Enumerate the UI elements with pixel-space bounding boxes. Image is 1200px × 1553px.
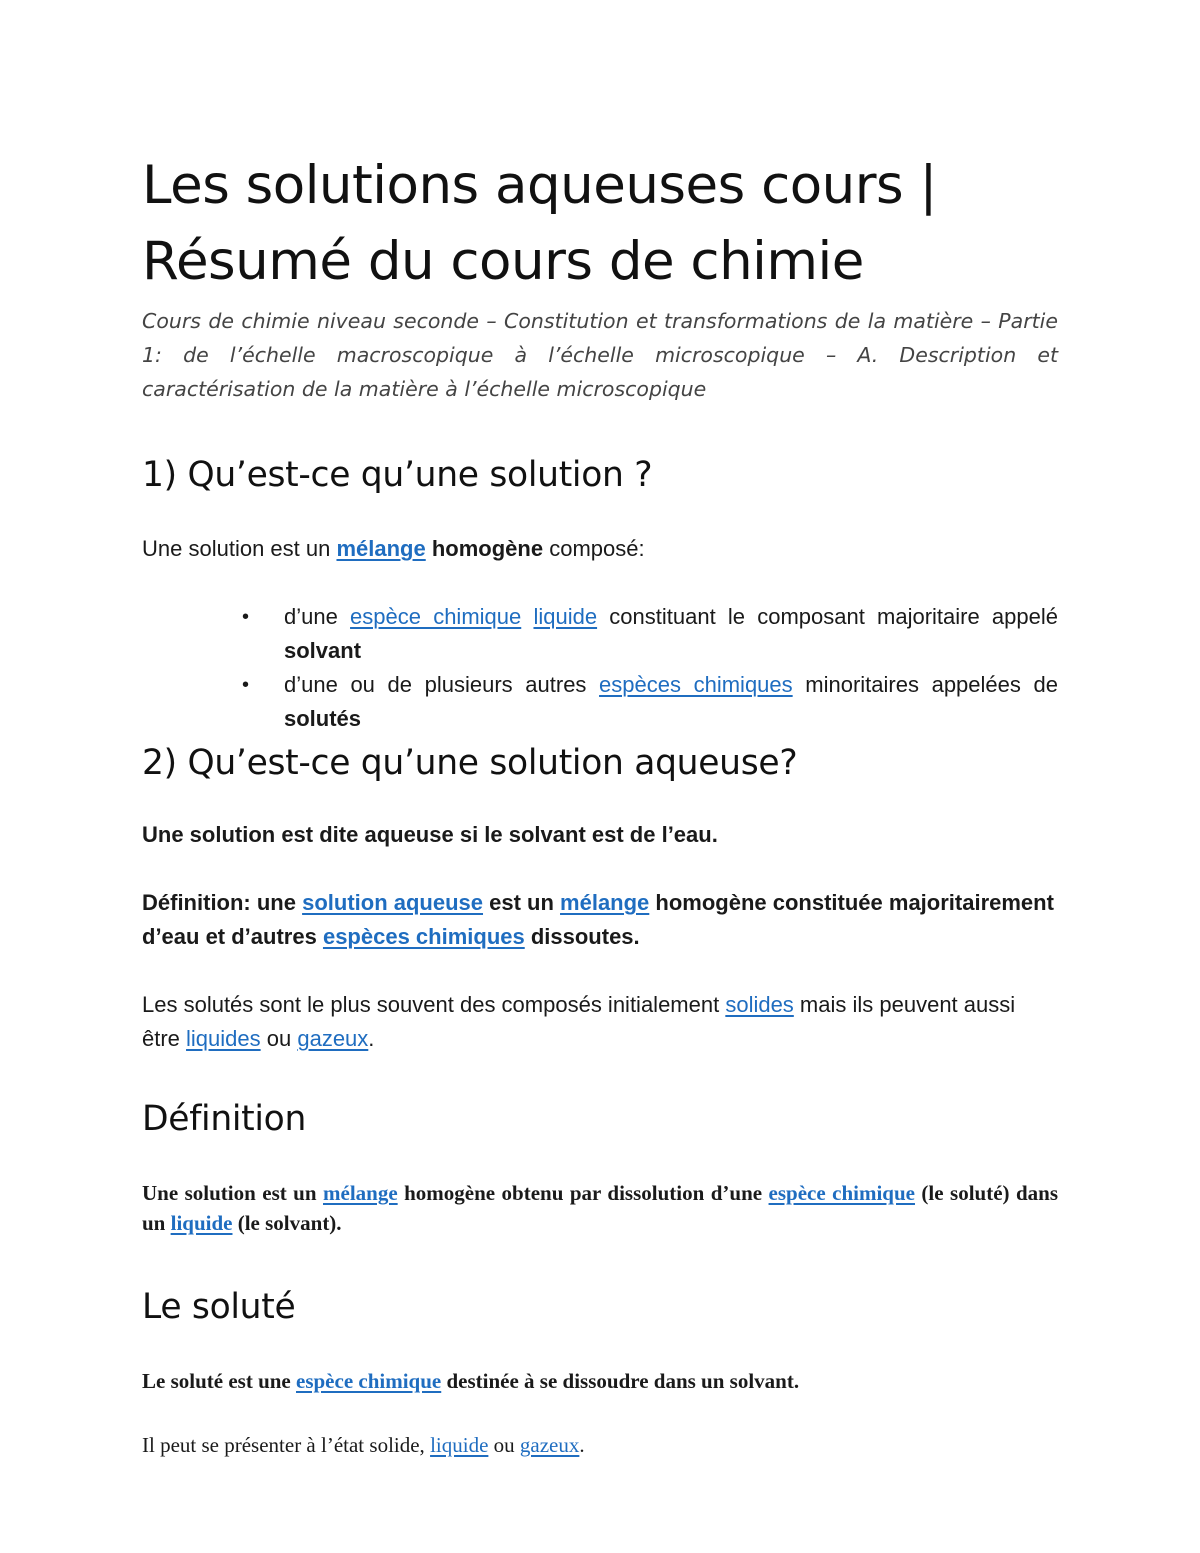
link-solides[interactable]: solides <box>725 992 794 1017</box>
section-2-heading: 2) Qu’est-ce qu’une solution aqueuse? <box>142 743 798 783</box>
title-line-1: Les solutions aqueuses cours | <box>142 155 937 216</box>
intro-text: Une solution est un <box>142 536 337 561</box>
bullet-icon: • <box>242 674 250 696</box>
definition-text: dissoutes. <box>524 924 640 949</box>
paragraph-text: homogène obtenu par dissolution d’une <box>397 1181 769 1205</box>
link-liquide[interactable]: liquide <box>533 604 598 629</box>
link-liquide[interactable]: liquide <box>170 1211 233 1235</box>
section-1-heading: 1) Qu’est-ce qu’une solution ? <box>142 455 653 495</box>
paragraph-text: ou <box>488 1433 520 1457</box>
bullet-icon: • <box>242 606 250 628</box>
paragraph-text: (le soluté) dans un <box>142 1181 1058 1235</box>
paragraph-text: . <box>579 1433 585 1457</box>
definition-text: Définition: une <box>142 890 303 915</box>
paragraph-text: Le soluté est une <box>142 1369 296 1393</box>
link-espece-chimique[interactable]: espèce chimique <box>768 1181 915 1205</box>
paragraph-text: Les solutés sont le plus souvent des composés initialement <box>142 992 726 1017</box>
list-text: constituant le composant majoritaire appelé <box>597 604 1058 629</box>
solutes-paragraph <box>142 988 1058 1056</box>
paragraph-text: destinée à se dissoudre dans un solvant. <box>441 1369 800 1393</box>
link-espece-chimique[interactable]: espèce chimique <box>350 604 522 629</box>
definition-paragraph <box>142 1178 1058 1238</box>
solute-states <box>142 1430 1058 1460</box>
intro-text-end: composé: <box>543 536 645 561</box>
title-line-2: Résumé du cours de chimie <box>142 231 864 292</box>
paragraph-text: (le solvant). <box>232 1211 342 1235</box>
section-1-intro <box>142 532 1058 566</box>
link-especes-chimiques[interactable]: espèces chimiques <box>322 924 525 949</box>
paragraph-text: Une solution est un <box>142 1181 323 1205</box>
paragraph-text: mais ils peuvent aussi être <box>142 992 1016 1051</box>
link-gazeux[interactable]: gazeux <box>297 1026 369 1051</box>
link-solution-aqueuse[interactable]: solution aqueuse <box>302 890 484 915</box>
paragraph-text: ou <box>260 1026 298 1051</box>
intro-bold-homogene: homogène <box>431 536 544 561</box>
paragraph-text: Il peut se présenter à l’état solide, <box>142 1433 431 1457</box>
definition-text: est un <box>483 890 561 915</box>
list-text: minoritaires appelées de <box>792 672 1058 697</box>
link-liquides[interactable]: liquides <box>186 1026 261 1051</box>
aqueous-definition <box>142 886 1058 954</box>
paragraph-text: . <box>368 1026 375 1051</box>
solute-definition <box>142 1366 1058 1396</box>
bold-solutes: solutés <box>284 706 362 731</box>
link-melange[interactable]: mélange <box>323 1181 398 1205</box>
aqueous-statement: Une solution est dite aqueuse si le solvant est de l’eau. <box>142 822 718 847</box>
list-text: d’une <box>284 604 351 629</box>
list-space <box>521 604 533 629</box>
link-especes-chimiques[interactable]: espèces chimiques <box>599 672 793 697</box>
link-espece-chimique[interactable]: espèce chimique <box>296 1369 442 1393</box>
document-content <box>142 148 1058 1460</box>
list-item <box>242 668 1058 736</box>
link-liquide[interactable]: liquide <box>430 1433 489 1457</box>
link-gazeux[interactable]: gazeux <box>519 1433 580 1457</box>
solute-block <box>142 1366 1058 1460</box>
section-3-heading: Définition <box>142 1099 307 1139</box>
link-melange[interactable]: mélange <box>336 536 426 561</box>
definition-block <box>142 1178 1058 1238</box>
solution-components-list <box>142 600 1058 736</box>
section-4-heading: Le soluté <box>142 1287 296 1327</box>
document-subtitle: Cours de chimie niveau seconde – Constitution et transformations de la matière – Partie 1: de l’échelle macroscopique à l’échelle microscopique – A. Description et caractérisation de la matière à l’échelle microscopique <box>142 309 1058 401</box>
document-title <box>142 148 1058 300</box>
list-item <box>242 600 1058 668</box>
bold-solvant: solvant <box>284 638 362 663</box>
definition-text: homogène constituée majoritairement d’eau et d’autres <box>142 890 1054 949</box>
list-text: d’une ou de plusieurs autres <box>284 672 600 697</box>
link-melange[interactable]: mélange <box>560 890 650 915</box>
